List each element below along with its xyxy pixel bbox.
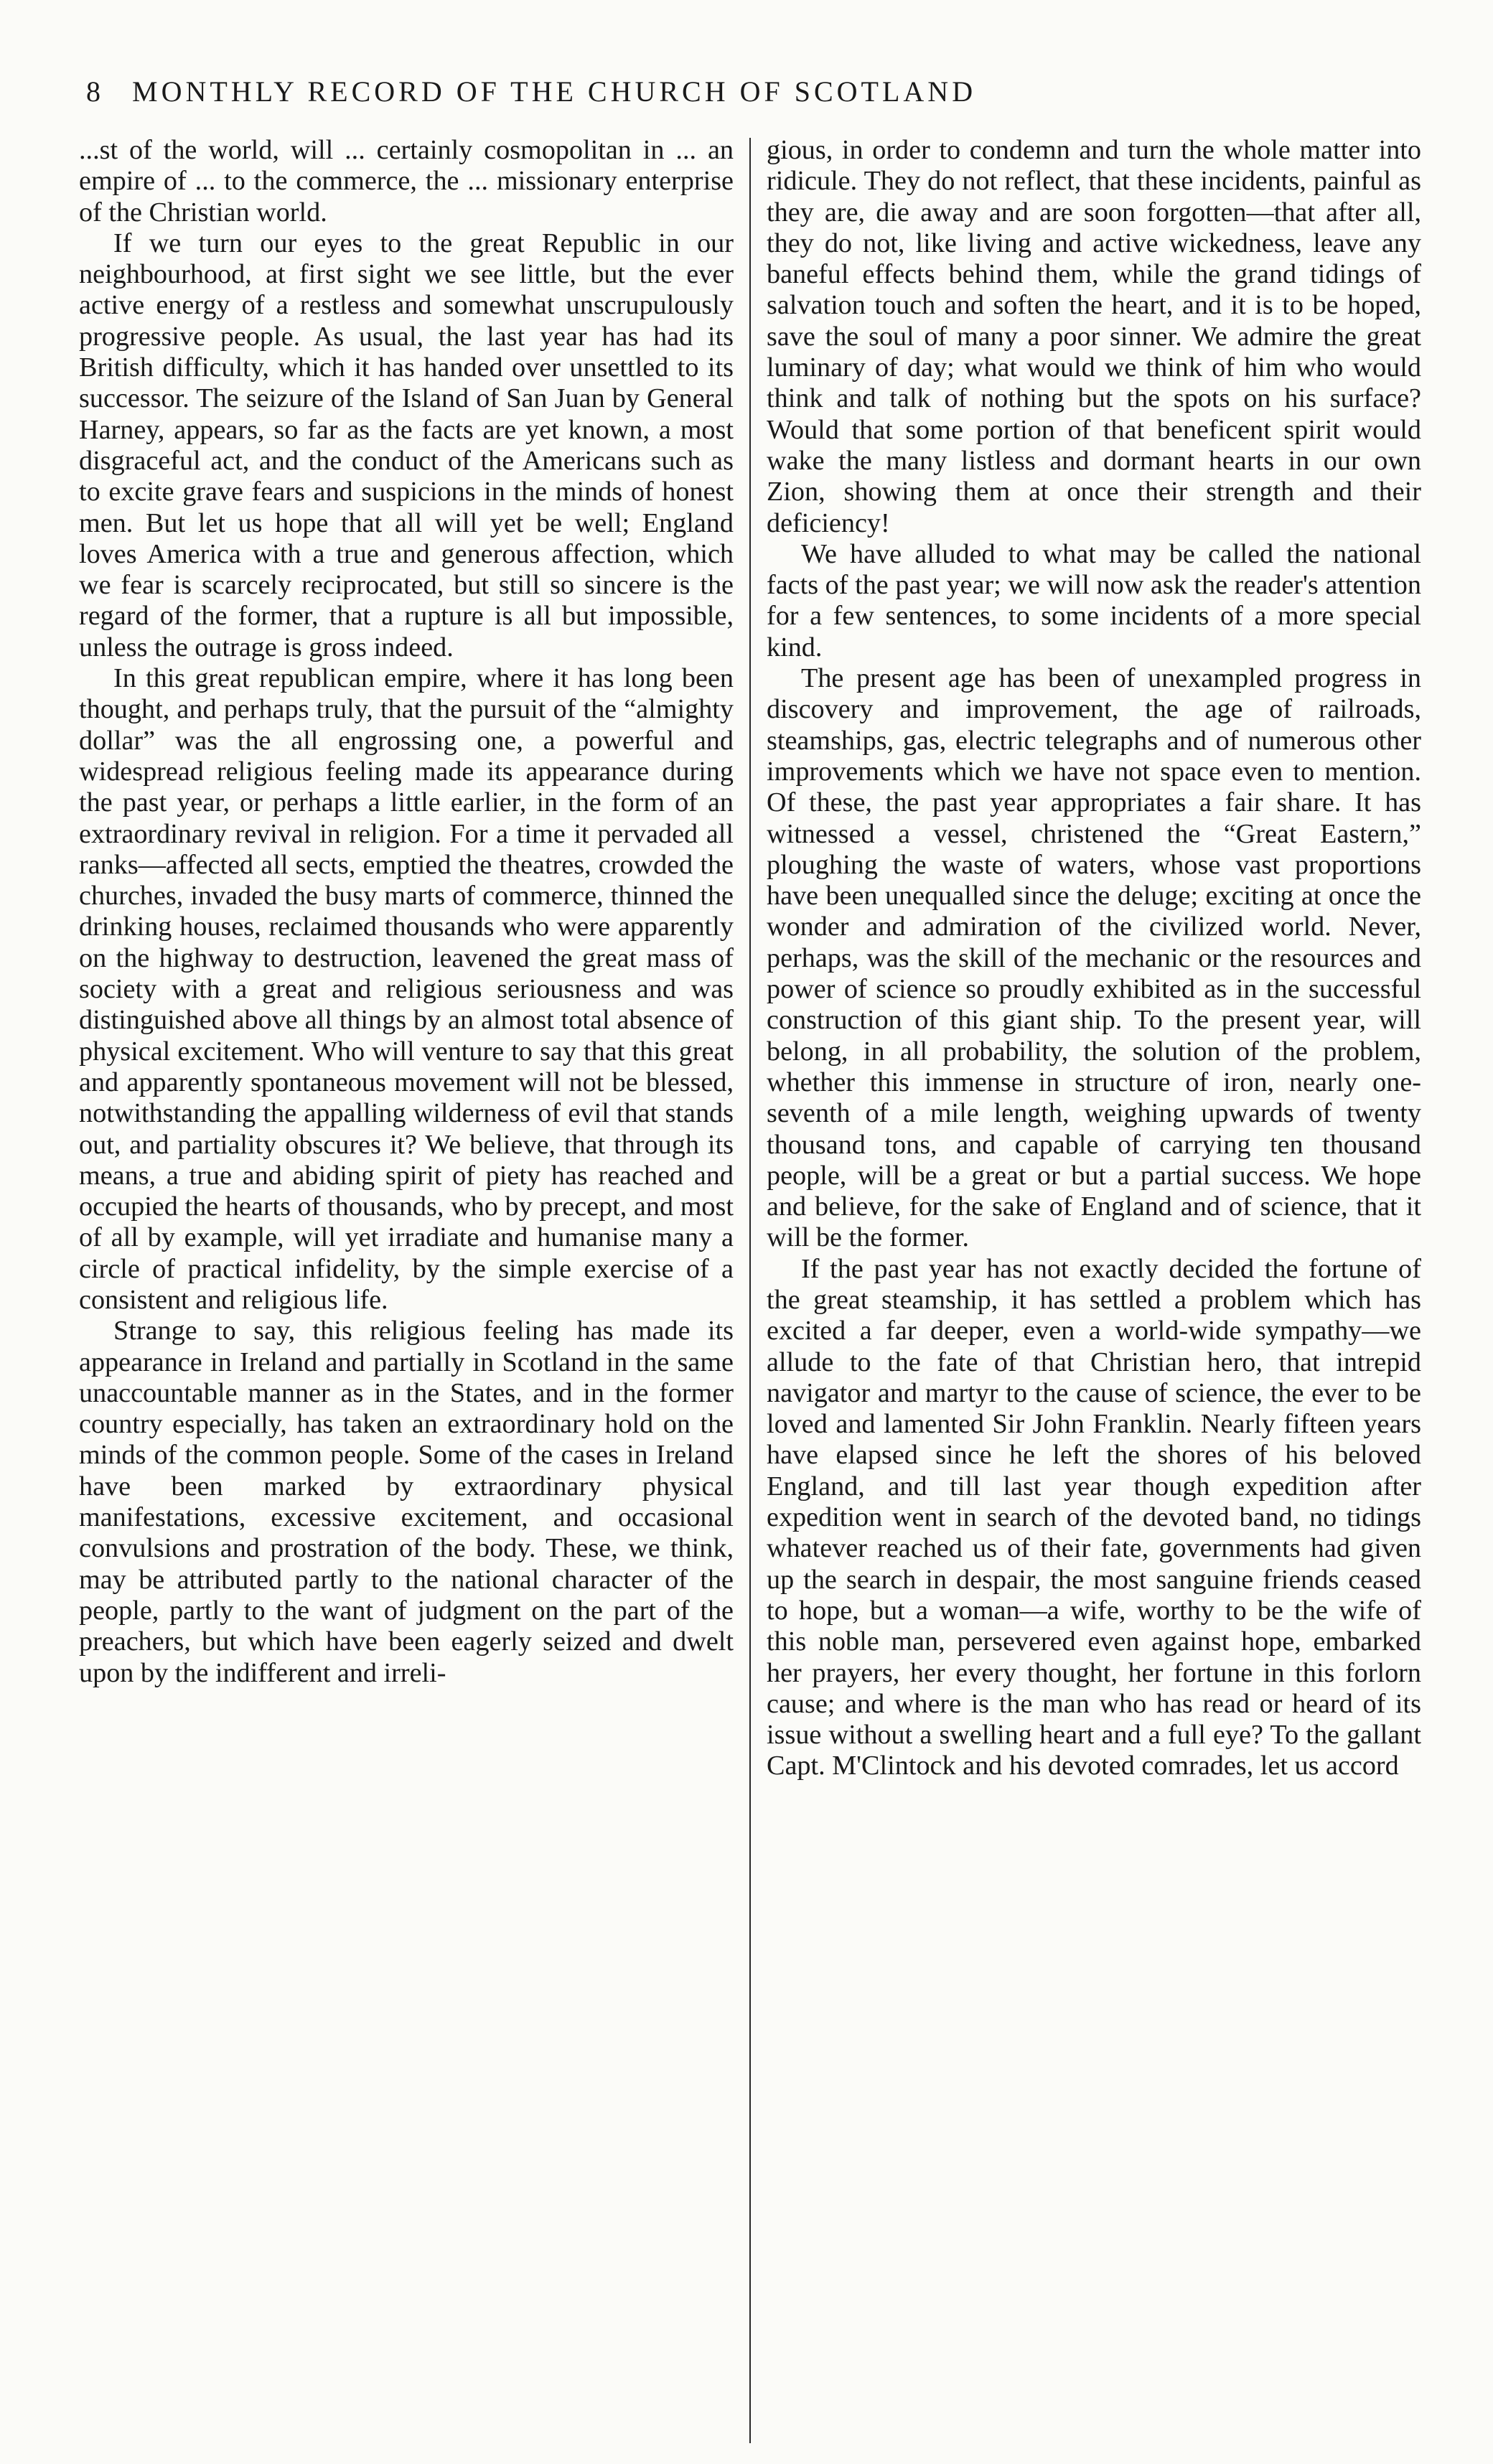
paragraph: If we turn our eyes to the great Republic in our neighbourhood, at first sight we see little, but the ever active energy of a restless and somewhat unscrupulously progressive people. As usual, the last year has had its British difficulty, which it has handed over unsettled to its successor. The seizure of the Island of San Juan by General Harney, appears, so far as the facts are yet known, a most disgraceful act, and the conduct of the Americans such as to excite grave fears and suspicions in the minds of honest men. But let us hope that all will yet be well; England loves America with a true and generous affection, which we fear is scarcely reciprocated, but still so sincere is the regard of the former, that a rupture is all but impossible, unless the outrage is gross indeed. bbox=[79, 228, 734, 662]
paragraph: We have alluded to what may be called the national facts of the past year; we will now ask the reader's attention for a few sentences, to some incidents of a more special kind. bbox=[767, 538, 1421, 662]
paragraph: In this great republican empire, where it has long been thought, and perhaps truly, that the pursuit of the “almighty dollar” was the all engrossing one, a powerful and widespread religious feeling made its appearance during the past year, or perhaps a little earlier, in the form of an extraordinary revival in religion. For a time it pervaded all ranks—affected all sects, emptied the theatres, crowded the churches, invaded the busy marts of commerce, thinned the drinking houses, reclaimed thousands who were apparently on the highway to destruction, leavened the great mass of society with a great and religious seriousness and was distinguished above all things by an almost total absence of physical excitement. Who will venture to say that this great and apparently spontaneous movement will not be blessed, notwithstanding the appalling wilderness of evil that stands out, and partiality obscures it? We believe, that through its means, a true and abiding spirit of piety has reached and occupied the hearts of thousands, who by precept, and most of all by example, will yet irradiate and humanise many a circle of practical infidelity, by the simple exercise of a consistent and religious life. bbox=[79, 663, 734, 1315]
running-title: MONTHLY RECORD OF THE CHURCH OF SCOTLAND bbox=[132, 75, 977, 108]
left-column bbox=[79, 135, 749, 2446]
paragraph: ...st of the world, will ... certainly cosmopolitan in ... an empire of ... to the commerce, the ... missionary enterprise of the Christian world. bbox=[79, 135, 734, 228]
page-number: 8 bbox=[86, 75, 104, 108]
paragraph: If the past year has not exactly decided the fortune of the great steamship, it has settled a problem which has excited a far deeper, even a world-wide sympathy—we allude to the fate of that Christian hero, that intrepid navigator and martyr to the cause of science, the ever to be loved and lamented Sir John Franklin. Nearly fifteen years have elapsed since he left the shores of his beloved England, and till last year though expedition after expedition went in search of the devoted band, no tidings whatever reached us of their fate, governments had given up the search in despair, the most sanguine friends ceased to hope, but a woman—a wife, worthy to be the wife of this noble man, persevered even against hope, embarked her prayers, her every thought, her fortune in this forlorn cause; and where is the man who has read or heard of its issue without a swelling heart and a full eye? To the gallant Capt. M'Clintock and his devoted comrades, let us accord bbox=[767, 1253, 1421, 1781]
page-header bbox=[86, 75, 1206, 118]
right-column bbox=[751, 135, 1421, 2446]
paragraph: The present age has been of unexampled progress in discovery and improvement, the age of railroads, steamships, gas, electric telegraphs and of numerous other improvements which we have not space even to mention. Of these, the past year appropriates a fair share. It has witnessed a vessel, christened the “Great Eastern,” ploughing the waste of waters, whose vast proportions have been unequalled since the deluge; exciting at once the wonder and admiration of the civilized world. Never, perhaps, was the skill of the mechanic or the resources and power of science so proudly exhibited as in the successful construction of this giant ship. To the present year, will belong, in all probability, the solution of the problem, whether this immense in structure of iron, nearly one-seventh of a mile length, weighing upwards of twenty thousand tons, and capable of carrying ten thousand people, will be a great or but a partial success. We hope and believe, for the sake of England and of science, that it will be the former. bbox=[767, 663, 1421, 1253]
text-columns bbox=[79, 135, 1421, 2446]
paragraph: gious, in order to condemn and turn the whole matter into ridicule. They do not reflect, that these incidents, painful as they are, die away and are soon forgotten—that after all, they do not, like living and active wickedness, leave any baneful effects behind them, while the grand tidings of salvation touch and soften the heart, and it is to be hoped, save the soul of many a poor sinner. We admire the great luminary of day; what would we think of him who would think and talk of nothing but the spots on his surface? Would that some portion of that beneficent spirit would wake the many listless and dormant hearts in our own Zion, showing them at once their strength and their deficiency! bbox=[767, 135, 1421, 538]
paragraph: Strange to say, this religious feeling has made its appearance in Ireland and partially in Scotland in the same unaccountable manner as in the States, and in the former country especially, has taken an extraordinary hold on the minds of the common people. Some of the cases in Ireland have been marked by extraordinary physical manifestations, excessive excitement, and occasional convulsions and prostration of the body. These, we think, may be attributed partly to the national character of the people, partly to the want of judgment on the part of the preachers, but which have been eagerly seized and dwelt upon by the indifferent and irreli- bbox=[79, 1316, 734, 1688]
